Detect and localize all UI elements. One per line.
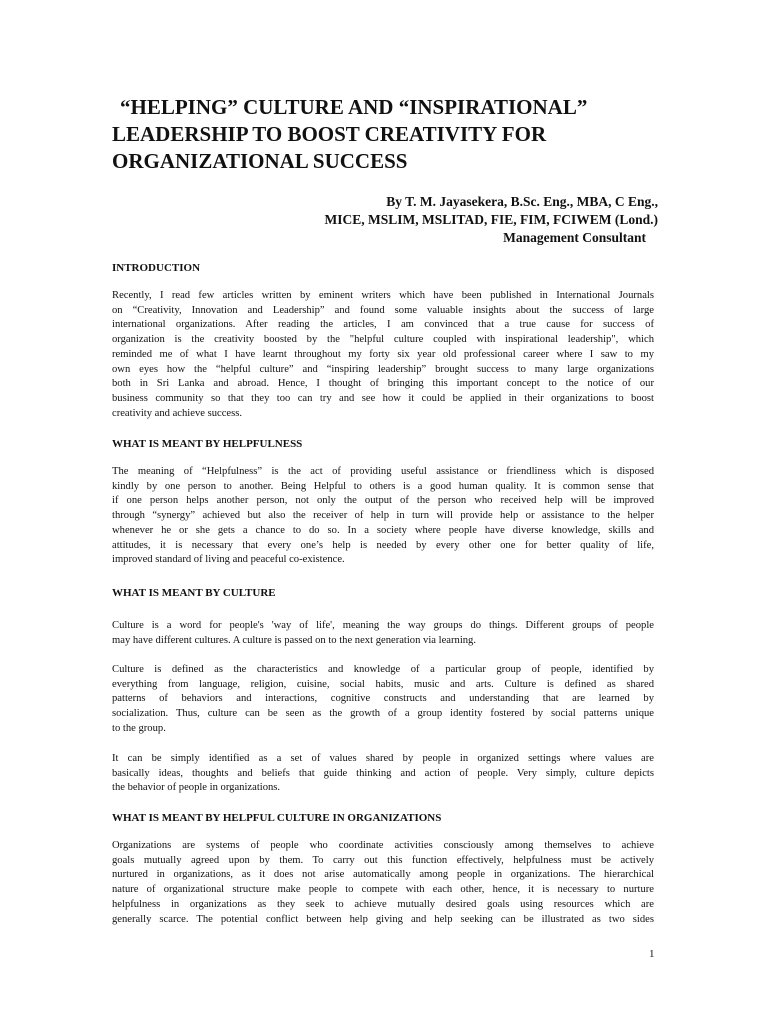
text-line: kindly by one person to another. Being Helpful to others is a good human quality. It is common sense that (112, 480, 654, 492)
byline-line: By T. M. Jayasekera, B.Sc. Eng., MBA, C Eng., (386, 194, 658, 209)
text-line: business community so that they too can try and see how it could be applied in their organizations to boost (112, 392, 654, 404)
text-line: own eyes how the “helpful culture” and “inspiring leadership” brought success to many large organizations (112, 363, 654, 375)
culture-paragraph-1 (112, 619, 654, 648)
section-heading-culture: WHAT IS MEANT BY CULTURE (112, 587, 276, 599)
title-line: LEADERSHIP TO BOOST CREATIVITY FOR (112, 122, 547, 146)
section-heading-helpful-culture: WHAT IS MEANT BY HELPFUL CULTURE IN ORGANIZATIONS (112, 812, 442, 824)
text-line: Recently, I read few articles written by eminent writers which have been published in International Journals (112, 290, 654, 301)
text-line: the behavior of people in organizations. (112, 782, 281, 794)
section-heading-introduction: INTRODUCTION (112, 262, 201, 274)
text-line: through “synergy” achieved but also the receiver of help in turn will provide help or assistance to the helper (112, 510, 654, 522)
text-line: Culture is defined as the characteristics and knowledge of a particular group of people, identified by (112, 664, 654, 675)
text-line: nature of organizational structure make people to compete with each other, hence, it is necessary to nurture (112, 884, 654, 896)
document-title (112, 94, 632, 175)
page-number: 1 (649, 948, 655, 960)
byline-line: MICE, MSLIM, MSLITAD, FIE, FIM, FCIWEM (Lond.) (324, 212, 658, 227)
text-line: reminded me of what I have learnt throughout my forty six year old professional career where I saw to my (112, 348, 654, 360)
helpfulness-paragraph (112, 465, 654, 568)
text-line: whenever he or she gets a chance to do so. In a society where people have diverse knowledge, skills and (112, 524, 654, 536)
title-line: ORGANIZATIONAL SUCCESS (112, 149, 408, 173)
text-line: on “Creativity, Innovation and Leadership” and found some valuable insights about the success of large (112, 304, 654, 316)
text-line: The meaning of “Helpfulness” is the act of providing useful assistance or friendliness which is disposed (112, 466, 654, 477)
text-line: improved standard of living and peaceful co-existence. (112, 554, 345, 566)
helpful-culture-paragraph (112, 839, 654, 927)
section-heading-helpfulness: WHAT IS MEANT BY HELPFULNESS (112, 438, 303, 450)
text-line: may have different cultures. A culture is passed on to the next generation via learning. (112, 634, 476, 646)
text-line: attitudes, it is necessary that every one’s help is needed by every other one for better quality of life, (112, 539, 654, 551)
text-line: if one person helps another person, not only the output of the person who received help will be improved (112, 495, 654, 507)
text-line: organization is the creativity boosted by the "helpful culture coupled with inspirational leadership", which (112, 334, 654, 346)
text-line: basically ideas, thoughts and beliefs that guide thinking and action of people. Very simply, culture depicts (112, 767, 654, 779)
text-line: nurtured in organizations, as it does not arise automatically among people in organizations. The hierarchical (112, 869, 654, 881)
text-line: goals mutually agreed upon by them. To carry out this function effectively, helpfulness must be actively (112, 854, 654, 866)
culture-paragraph-2 (112, 663, 654, 737)
text-line: patterns of behaviors and interactions, cognitive constructs and understanding that are learned by (112, 693, 654, 705)
text-line: creativity and achieve success. (112, 407, 243, 419)
text-line: generally scarce. The potential conflict between help giving and help seeking can be illustrated as two sides (112, 913, 654, 925)
title-line: “HELPING” CULTURE AND “INSPIRATIONAL” (120, 95, 588, 119)
text-line: Culture is a word for people's 'way of life', meaning the way groups do things. Different groups of people (112, 620, 654, 631)
author-byline (324, 193, 658, 247)
text-line: international organizations. After reading the articles, I am convinced that a true cause for success of (112, 319, 654, 331)
text-line: Organizations are systems of people who coordinate activities consciously among themselves to achieve (112, 840, 654, 851)
text-line: everything from language, religion, cuisine, social habits, music and arts. Culture is defined as shared (112, 678, 654, 690)
text-line: helpfulness in organizations as they seek to achieve mutually desired goals using resources which are (112, 898, 654, 910)
text-line: to the group. (112, 722, 166, 734)
text-line: both in Sri Lanka and abroad. Hence, I thought of bringing this important concept to the notice of our (112, 378, 654, 390)
introduction-paragraph (112, 289, 654, 421)
text-line: socialization. Thus, culture can be seen as the growth of a group identity fostered by social patterns unique (112, 708, 654, 720)
culture-paragraph-3 (112, 752, 654, 796)
text-line: It can be simply identified as a set of values shared by people in organized settings where values are (112, 753, 654, 764)
byline-line: Management Consultant (503, 230, 646, 245)
